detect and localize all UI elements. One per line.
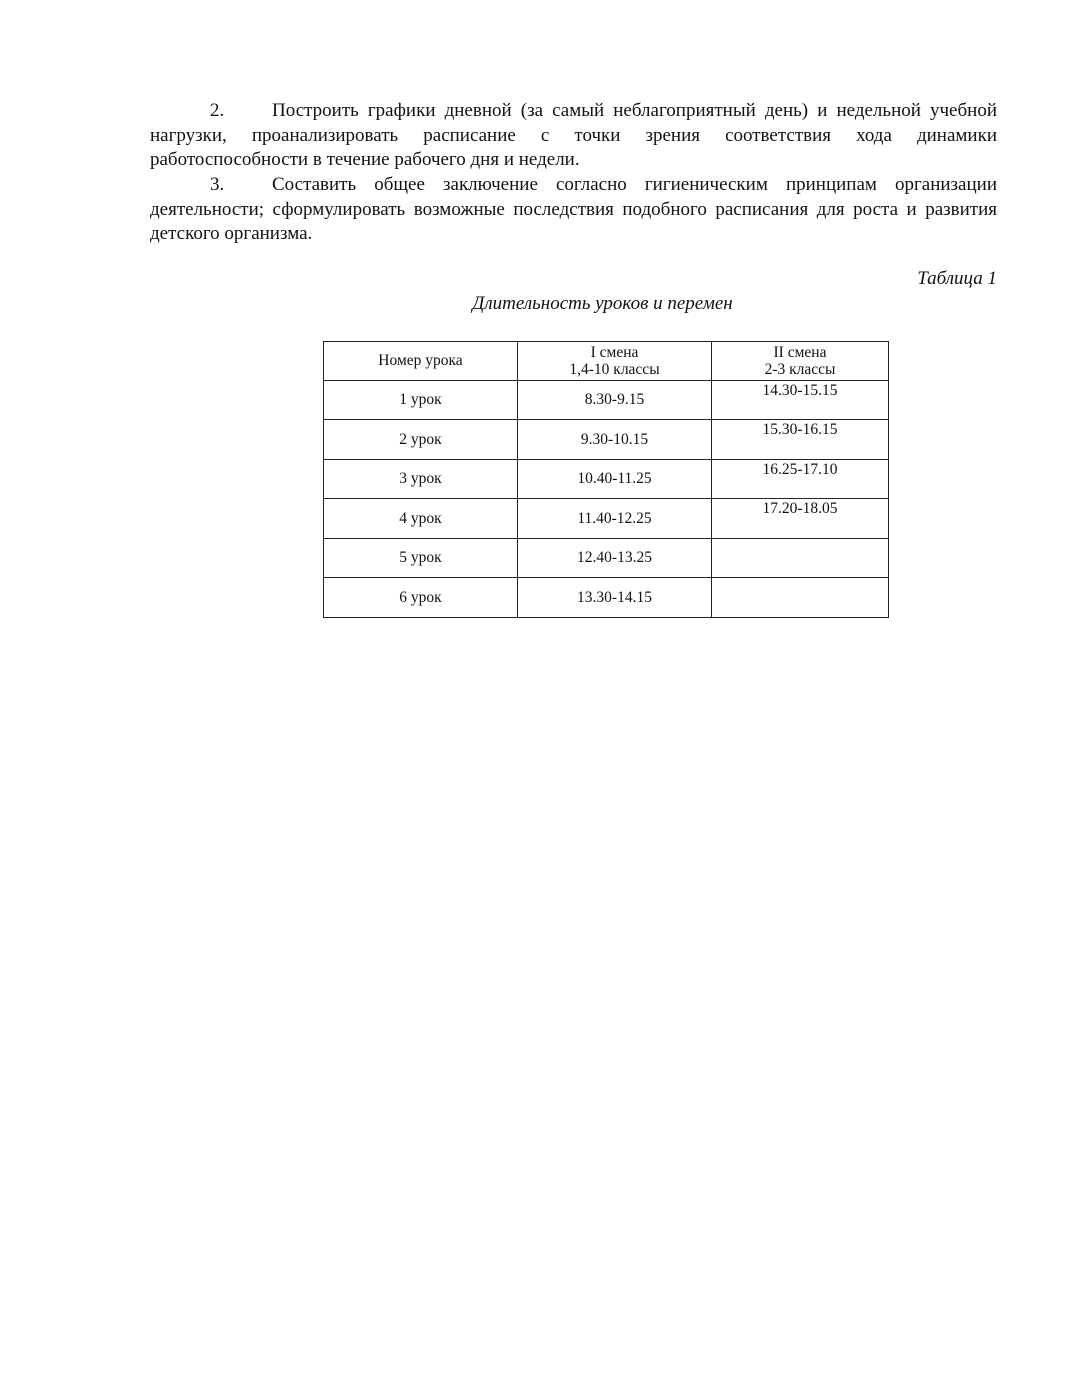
table-title: Длительность уроков и перемен [472, 293, 733, 314]
shift-1-time-cell: 13.30-14.15 [518, 578, 712, 618]
lesson-cell: 3 урок [324, 459, 518, 499]
shift-2-time-cell [712, 538, 889, 578]
table-header-row [324, 342, 889, 381]
paragraph-item-3 [150, 173, 997, 247]
table-row [324, 538, 889, 578]
header-shift-2 [712, 342, 889, 381]
shift-1-time-cell: 9.30-10.15 [518, 420, 712, 460]
lesson-cell: 2 урок [324, 420, 518, 460]
lesson-schedule-table [323, 341, 889, 618]
shift-2-time-cell: 17.20-18.05 [712, 499, 889, 539]
shift-1-time-cell: 10.40-11.25 [518, 459, 712, 499]
paragraph-text: Построить графики дневной (за самый неблагоприятный день) и недельной учебной нагрузки, проанализировать расписание с точки зрения соответствия хода динамики работоспособности в течение рабочего дня и недели. [150, 100, 997, 170]
table-row [324, 578, 889, 618]
table-row [324, 499, 889, 539]
table-row [324, 459, 889, 499]
shift-1-time-cell: 12.40-13.25 [518, 538, 712, 578]
lesson-cell: 1 урок [324, 380, 518, 420]
table-row [324, 380, 889, 420]
table-label: Таблица 1 [917, 268, 997, 289]
paragraph-number: 3. [210, 174, 225, 195]
paragraph-item-2 [150, 99, 997, 173]
header-shift-1-classes: 1,4-10 классы [569, 360, 660, 378]
shift-2-time-cell: 14.30-15.15 [712, 380, 889, 420]
lesson-cell: 6 урок [324, 578, 518, 618]
header-shift-1 [518, 342, 712, 381]
header-shift-1-title: I смена [590, 343, 639, 361]
paragraph-number: 2. [210, 100, 225, 121]
header-shift-2-classes: 2-3 классы [764, 360, 836, 378]
paragraph-text: Составить общее заключение согласно гигиеническим принципам организации деятельности; сформулировать возможные последствия подобного расписания для роста и развития детского организма. [150, 174, 997, 244]
lesson-cell: 4 урок [324, 499, 518, 539]
lesson-cell: 5 урок [324, 538, 518, 578]
shift-1-time-cell: 8.30-9.15 [518, 380, 712, 420]
shift-2-time-cell: 16.25-17.10 [712, 459, 889, 499]
shift-2-time-cell [712, 578, 889, 618]
shift-1-time-cell: 11.40-12.25 [518, 499, 712, 539]
table-row [324, 420, 889, 460]
header-shift-2-title: II смена [773, 343, 827, 361]
shift-2-time-cell: 15.30-16.15 [712, 420, 889, 460]
header-lesson-number: Номер урока [324, 342, 518, 381]
